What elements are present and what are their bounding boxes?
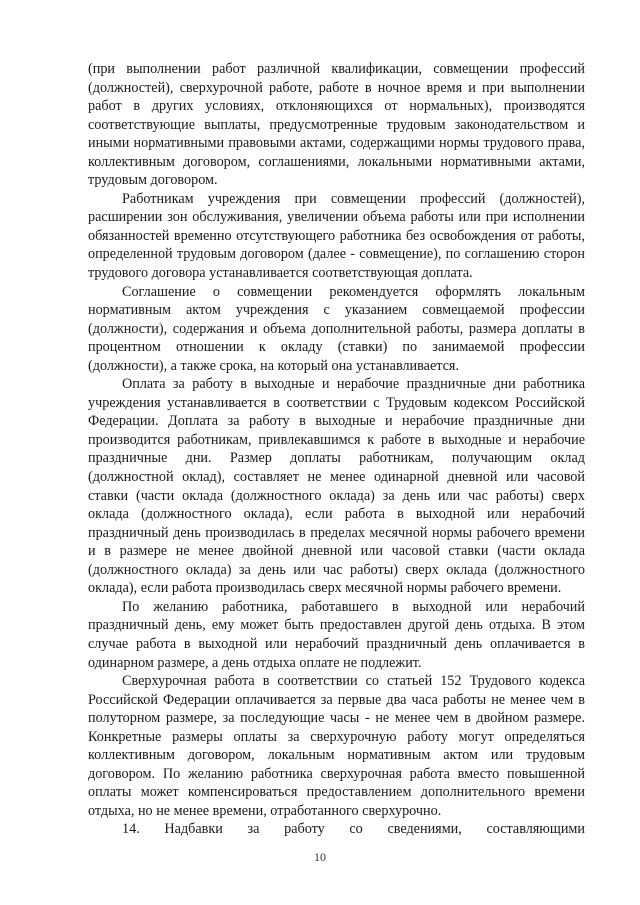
paragraph-combination-agreement: Соглашение о совмещении рекомендуется оформлять локальным нормативным актом учреждения с указанием совмещаемой профессии (должности), содержания и объема дополнительной работы, размера доплаты в процентном отношении к окладу (ставки) по занимаемой профессии (должности), а также срока, на который она устанавливается. bbox=[88, 283, 585, 374]
document-body bbox=[88, 60, 585, 839]
paragraph-day-off: По желанию работника, работавшего в выходной или нерабочий праздничный день, ему может быть предоставлен другой день отдыха. В этом случае работа в выходной или нерабочий праздничный день оплачивается в одинарном размере, а день отдыха оплате не подлежит. bbox=[88, 598, 585, 671]
paragraph-section-14: 14. Надбавки за работу со сведениями, составляющими bbox=[122, 821, 585, 838]
page-number: 10 bbox=[314, 850, 326, 864]
paragraph-continuation: (при выполнении работ различной квалификации, совмещении профессий (должностей), сверхурочной работе, работе в ночное время и при выполнении работ в других условиях, отклоняющихся от нормальных), производятся соответствующие выплаты, предусмотренные трудовым законодательством и иными нормативными правовыми актами, содержащими нормы трудового права, коллективным договором, соглашениями, локальными нормативными актами, трудовым договором. bbox=[88, 61, 585, 189]
paragraph-holiday-pay: Оплата за работу в выходные и нерабочие праздничные дни работника учреждения устанавливается в соответствии с Трудовым кодексом Российской Федерации. Доплата за работу в выходные и нерабочие праздничные дни производится работникам, привлекавшимся к работе в выходные и нерабочие праздничные дни. Размер доплаты работникам, получающим оклад (должностной оклад), составляет не менее одинарной дневной или часовой ставки (части оклада (должностного оклада) за день или час работы) сверх оклада (должностного оклада), если работа в выходной или нерабочий праздничный день производилась в пределах месячной нормы рабочего времени и в размере не менее двойной дневной или часовой ставки (части оклада (должностного оклада) за день или час работы) сверх оклада (должностного оклада), если работа производилась сверх месячной нормы рабочего времени. bbox=[88, 376, 585, 597]
paragraph-overtime: Сверхурочная работа в соответствии со статьей 152 Трудового кодекса Российской Федерации оплачивается за первые два часа работы не менее чем в полуторном размере, за последующие часы - не менее чем в двойном размере. Конкретные размеры оплаты за сверхурочную работу могут определяться коллективным договором, локальным нормативным актом или трудовым договором. По желанию работника сверхурочная работа вместо повышенной оплаты может компенсироваться предоставлением дополнительного времени отдыха, но не менее времени, отработанного сверхурочно. bbox=[88, 673, 585, 819]
paragraph-combination-payment: Работникам учреждения при совмещении профессий (должностей), расширении зон обслуживания, увеличении объема работы или при исполнении обязанностей временно отсутствующего работника без освобождения от работы, определенной трудовым договором (далее - совмещение), по соглашению сторон трудового договора устанавливается соответствующая доплата. bbox=[88, 190, 585, 282]
